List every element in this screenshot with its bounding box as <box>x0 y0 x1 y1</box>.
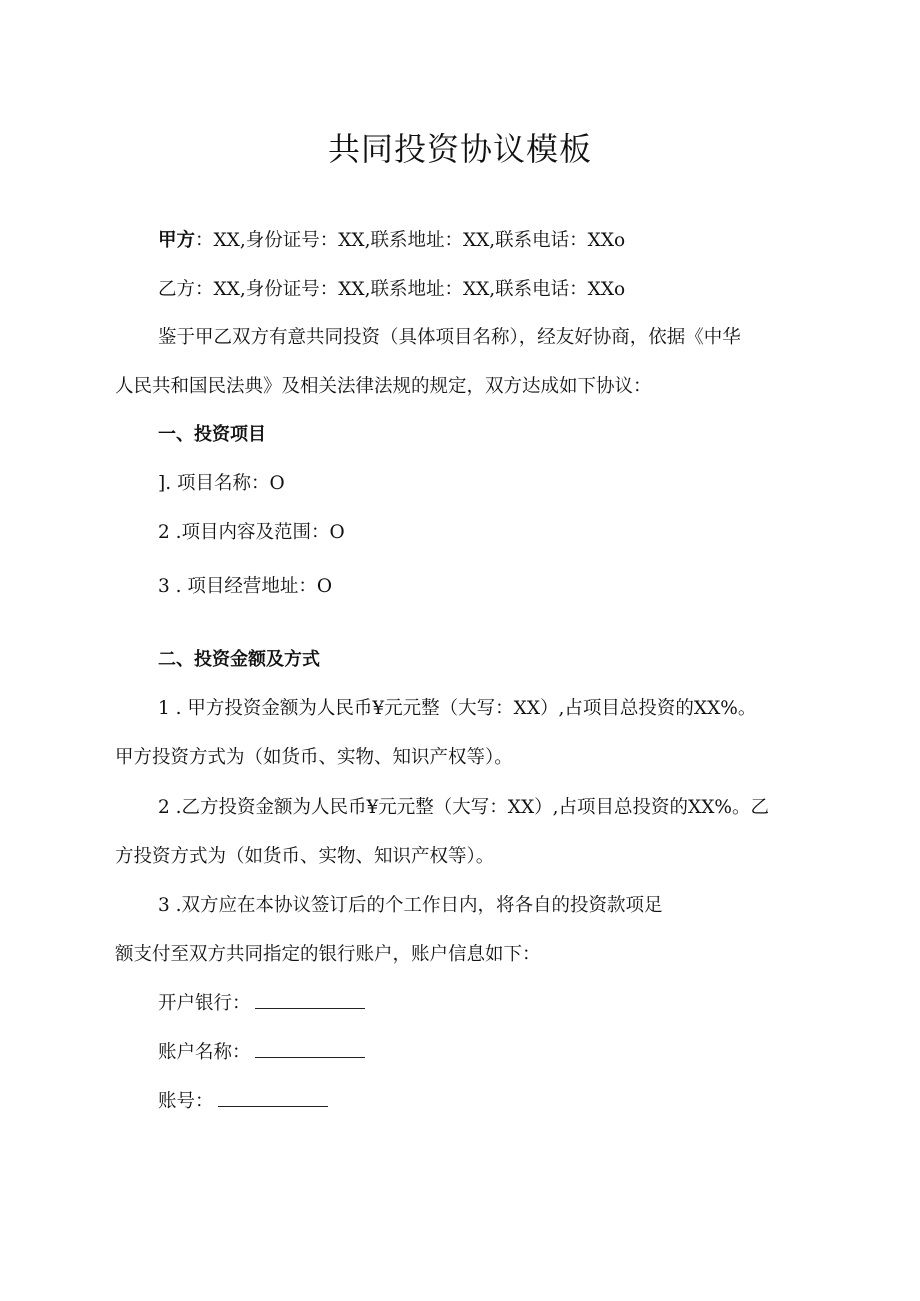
section-2-heading: 二、投资金额及方式 <box>158 649 320 670</box>
section-2-item-3-line-1: 3 .双方应在本协议签订后的个工作日内，将各自的投资款项足 <box>158 895 663 916</box>
section-1-item-3: 3 . 项目经营地址：O <box>158 576 333 597</box>
account-number-blank <box>218 1090 328 1107</box>
party-a-details: ：XX,身份证号：XX,联系地址：XX,联系电话：XXo <box>195 230 626 251</box>
account-number-line <box>158 1090 328 1114</box>
account-name-blank <box>255 1041 365 1058</box>
section-2-item-2-line-1: 2 .乙方投资金额为人民币¥元元整（大写：XX）,占项目总投资的XX%。乙 <box>158 797 769 818</box>
account-name-line <box>158 1041 365 1065</box>
party-a-label: 甲方 <box>158 230 196 251</box>
section-1-item-2: 2 .项目内容及范围：O <box>158 522 345 543</box>
document-title: 共同投资协议模板 <box>327 130 592 168</box>
bank-name-line <box>158 992 365 1016</box>
section-1-heading: 一、投资项目 <box>158 424 266 445</box>
section-2-item-1-line-2: 甲方投资方式为（如货币、实物、知识产权等）。 <box>115 747 513 768</box>
account-name-label: 账户名称： <box>158 1042 251 1063</box>
section-2-item-2-line-2: 方投资方式为（如货币、实物、知识产权等）。 <box>115 846 495 867</box>
intro-line-2: 人民共和国民法典》及相关法律法规的规定，双方达成如下协议： <box>115 376 652 397</box>
section-2-item-3-line-2: 额支付至双方共同指定的银行账户，账户信息如下： <box>115 944 541 965</box>
bank-name-label: 开户银行： <box>158 993 251 1014</box>
section-2-item-1-line-1: 1 . 甲方投资金额为人民币¥元元整（大写：XX）,占项目总投资的XX%。 <box>158 698 757 719</box>
account-number-label: 账号： <box>158 1091 214 1112</box>
section-1-item-1: ]. 项目名称：O <box>158 473 285 494</box>
bank-name-blank <box>255 992 365 1009</box>
party-a-line <box>158 229 625 253</box>
intro-line-1: 鉴于甲乙双方有意共同投资（具体项目名称），经友好协商，依据《中华 <box>158 327 741 348</box>
party-b-line: 乙方：XX,身份证号：XX,联系地址：XX,联系电话：XXo <box>158 279 626 300</box>
